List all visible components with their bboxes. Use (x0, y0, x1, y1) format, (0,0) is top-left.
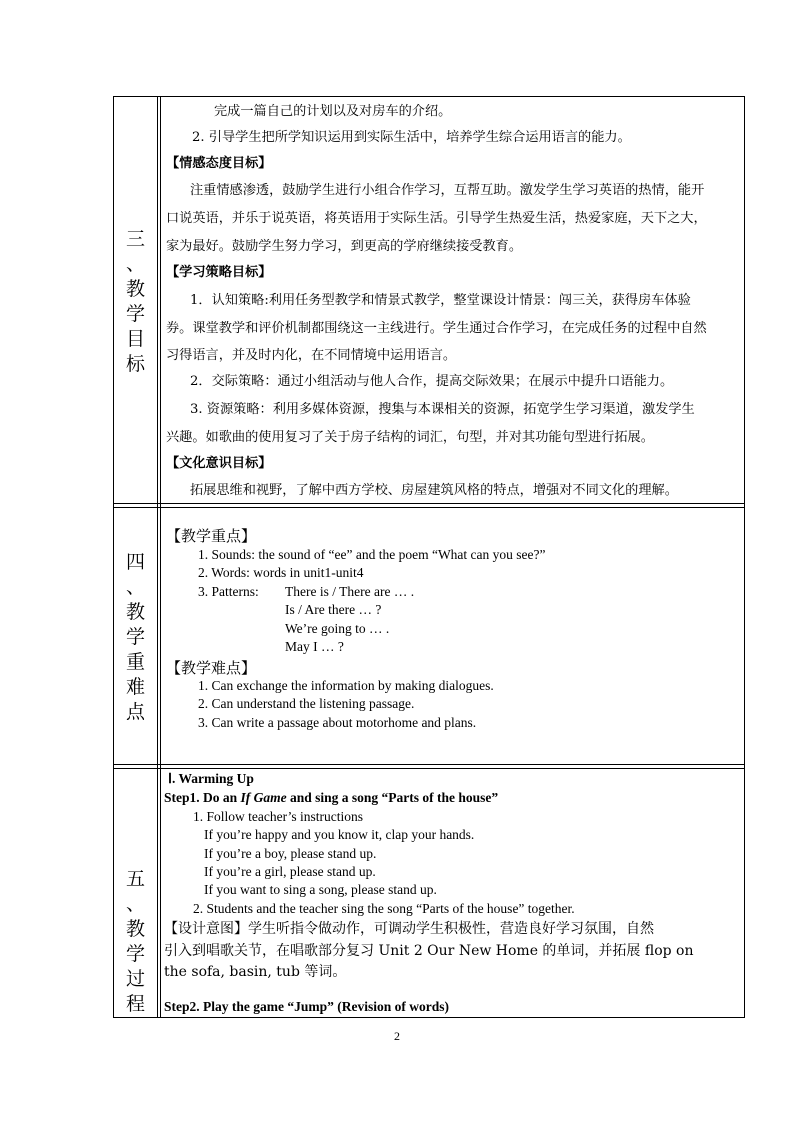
heading-affective: 【情感态度目标】 (166, 156, 272, 171)
text-line: 兴趣。如歌曲的使用复习了关于房子结构的词汇，句型，并对其功能句型进行拓展。 (166, 430, 654, 445)
section-3-label: 三 、 教 学 目 标 (125, 228, 145, 375)
design-intent: 引入到唱歌关节，在唱歌部分复习 Unit 2 Our New Home 的单词，并拓展 flop on (164, 943, 694, 959)
page-number: 2 (394, 1029, 400, 1043)
row-divider (114, 764, 744, 765)
text-line: 口说英语，并乐于说英语，将英语用于实际生活。引导学生热爱生活，热爱家庭，天下之大， (166, 211, 707, 226)
difficulty: 2. Can understand the listening passage. (198, 696, 415, 711)
text-line: 习得语言，并及时内化，在不同情境中运用语言。 (166, 348, 457, 363)
section-4-label: 四 、 教 学 重 难 点 (125, 551, 145, 723)
row-divider-inner (114, 507, 744, 508)
column-divider (157, 97, 158, 1017)
key-point: 1. Sounds: the sound of “ee” and the poem “What can you see?” (198, 547, 546, 562)
key-point: 2. Words: words in unit1-unit4 (198, 565, 364, 580)
pattern: May I … ? (285, 639, 344, 654)
text-line: 券。课堂教学和评价机制都围绕这一主线进行。学生通过合作学习，在完成任务的过程中自然 (166, 321, 707, 336)
text-line: 2. 引导学生把所学知识运用到实际生活中，培养学生综合运用语言的能力。 (192, 130, 631, 145)
instruction: If you want to sing a song, please stand up. (204, 882, 437, 897)
instruction: If you’re a girl, please stand up. (204, 864, 376, 879)
heading-key-points: 【教学重点】 (166, 527, 257, 545)
text-line: 1．认知策略:利用任务型教学和情景式教学，整堂课设计情景：闯三关，获得房车体验 (190, 293, 691, 308)
key-point: 3. Patterns: (198, 584, 259, 599)
instruction: 1. Follow teacher’s instructions (193, 809, 363, 824)
warming-up-heading: Ⅰ. Warming Up (168, 771, 254, 786)
instruction: If you’re a boy, please stand up. (204, 846, 377, 861)
pattern: Is / Are there … ? (285, 602, 382, 617)
section-5-label: 五 、 教 学 过 程 (125, 868, 145, 1015)
column-divider-inner (160, 97, 161, 1017)
text-line: 家为最好。鼓励学生努力学习，到更高的学府继续接受教育。 (166, 239, 523, 254)
heading-culture: 【文化意识目标】 (166, 456, 272, 471)
instruction: 2. Students and the teacher sing the song “Parts of the house” together. (193, 901, 575, 916)
text-line: 完成一篇自己的计划以及对房车的介绍。 (214, 104, 452, 119)
step1-heading: Step1. Do an If Game and sing a song “Parts of the house” (164, 790, 499, 805)
row-divider (114, 503, 744, 504)
heading-strategy: 【学习策略目标】 (166, 265, 272, 280)
difficulty: 1. Can exchange the information by making dialogues. (198, 678, 494, 693)
heading-difficulties: 【教学难点】 (166, 659, 257, 677)
text-line: 注重情感渗透，鼓励学生进行小组合作学习，互帮互助。激发学生学习英语的热情，能开 (190, 183, 705, 198)
pattern: There is / There are … . (285, 584, 415, 599)
text-line: 拓展思维和视野，了解中西方学校、房屋建筑风格的特点，增强对不同文化的理解。 (190, 483, 678, 498)
design-intent: 【设计意图】学生听指令做动作，可调动学生积极性，营造良好学习氛围，自然 (164, 921, 654, 937)
text-line: 3. 资源策略：利用多媒体资源，搜集与本课相关的资源，拓宽学生学习渠道，激发学生 (190, 402, 695, 417)
design-intent: the sofa, basin, tub 等词。 (164, 964, 347, 980)
row-divider-inner (114, 768, 744, 769)
step2-heading: Step2. Play the game “Jump” (Revision of words) (164, 999, 449, 1014)
text-line: 2．交际策略：通过小组活动与他人合作，提高交际效果；在展示中提升口语能力。 (190, 374, 674, 389)
instruction: If you’re happy and you know it, clap your hands. (204, 827, 475, 842)
difficulty: 3. Can write a passage about motorhome and plans. (198, 715, 477, 730)
pattern: We’re going to … . (285, 621, 390, 636)
lesson-plan-table (113, 96, 745, 1018)
